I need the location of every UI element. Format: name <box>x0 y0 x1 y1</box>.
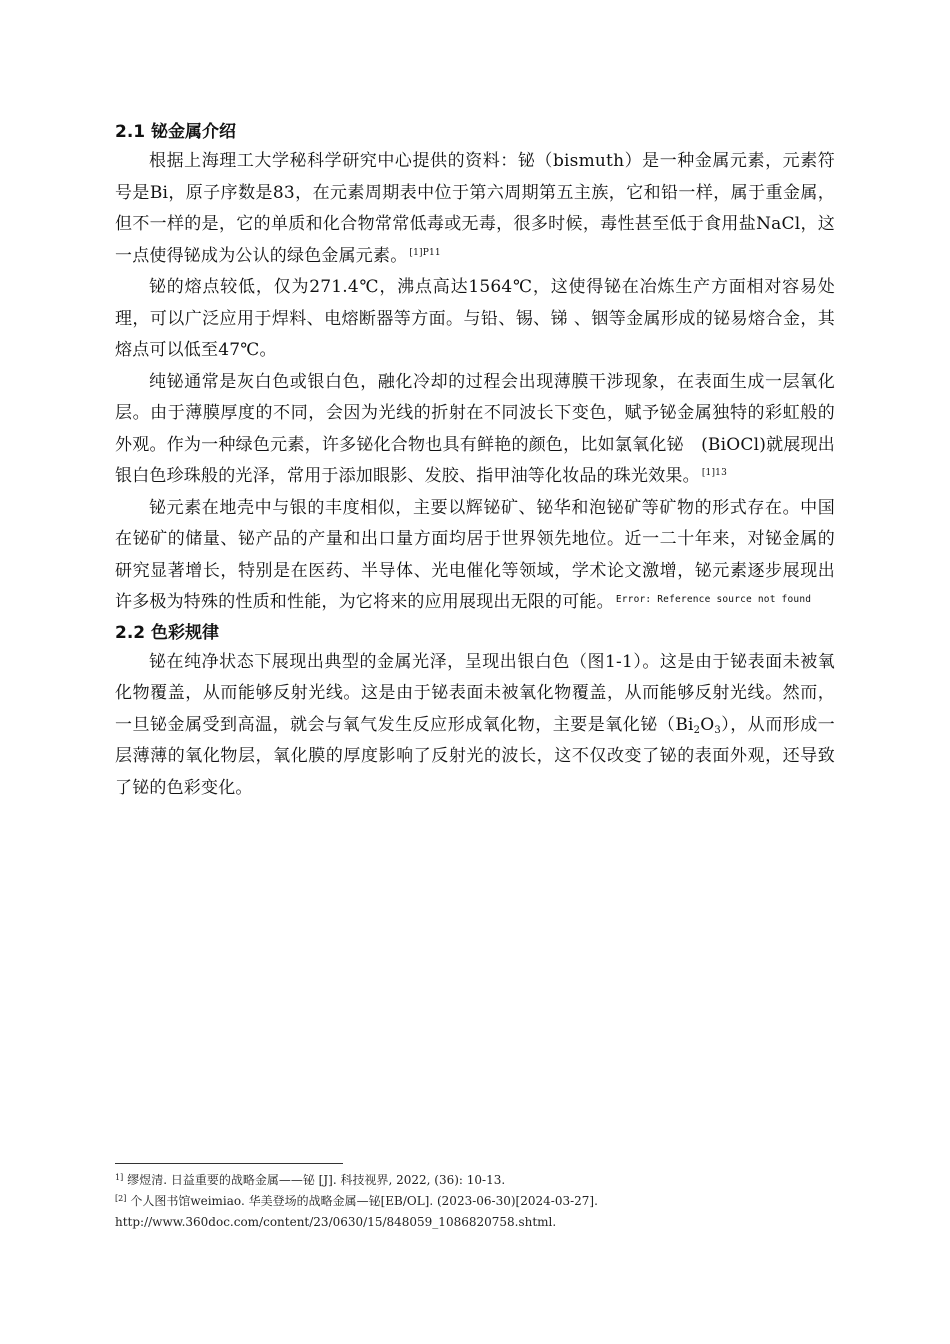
footnote-url[interactable]: http://www.360doc.com/content/23/0630/15/848059_1086820758.shtml. <box>115 1215 557 1229</box>
footnote-separator <box>115 1163 343 1164</box>
main-content <box>115 118 835 804</box>
footnotes <box>115 1170 835 1233</box>
reference-error: Error: Reference source not found <box>615 594 812 605</box>
footnote-1: $^{1]}$ 缪煜清. 日益重要的战略金属——铋 [J]. 科技视界, 2022, (36): 10-13. <box>115 1173 506 1187</box>
paragraph-definition: 根据上海理工大学秘科学研究中心提供的资料：铋（bismuth）是一种金属元素，元素符号是Bi，原子序数是83，在元素周期表中位于第六周期第五主族，它和铅一样，属于重金属，但不一样的是，它的单质和化合物常常低毒或无毒，很多时候，毒性甚至低于食用盐NaCl，这一点使得铋成为公认的绿色金属元素。 $^{[1]P11}$ <box>115 151 835 266</box>
paragraph-melting-point: 铋的熔点较低，仅为271.4℃，沸点高达1564℃，这使得铋在冶炼生产方面相对容易处理，可以广泛应用于焊料、电熔断器等方面。与铅、锡、锑 、铟等金属形成的铋易熔合金，其熔点可以低至47℃。 <box>115 277 835 360</box>
paragraph-occurrence: 铋元素在地壳中与银的丰度相似，主要以辉铋矿、铋华和泡铋矿等矿物的形式存在。中国在铋矿的储量、铋产品的产量和出口量方面均居于世界领先地位。近一二十年来，对铋金属的研究显著增长，特别是在医药、半导体、光电催化等领域，学术论文激增，铋元素逐步展现出许多极为特殊的性质和性能，为它将来的应用展现出无限的可能。 $^{Error: Reference source not found}$ <box>115 497 835 612</box>
citation-ref[interactable]: [1]13 <box>701 468 728 478</box>
section-heading-bismuth-intro: 2.1 铋金属介绍 <box>115 122 237 142</box>
footnote-2: [2] 个人图书馆weimiao. 华美登场的战略金属—铋[EB/OL]. (2023-06-30)[2024-03-27]. http://www.360doc.com/content/23/0630/15/848059_1086820758.shtml. <box>115 1191 835 1233</box>
paragraph-color: 铋在纯净状态下展现出典型的金属光泽，呈现出银白色（图1-1）。这是由于铋表面未被氧化物覆盖，从而能够反射光线。这是由于铋表面未被氧化物覆盖，从而能够反射光线。然而，一旦铋金属受到高温，就会与氧气发生反应形成氧化物，主要是氧化铋$(Bi_2O_3)$，从而形成一层薄薄的氧化物层，氧化膜的厚度影响了反射光的波长，这不仅改变了铋的表面外观，还导致了铋的色彩变化。 <box>115 651 835 798</box>
section-heading-color-rules: 2.2 色彩规律 <box>115 622 220 643</box>
paragraph-appearance: 纯铋通常是灰白色或银白色，融化冷却的过程会出现薄膜干涉现象，在表面生成一层氧化层。由于薄膜厚度的不同，会因为光线的折射在不同波长下变色，赋予铋金属独特的彩虹般的外观。作为一种绿色元素，许多铋化合物也具有鲜艳的颜色，比如氯氧化铋 (BiOCl)就展现出银白色珍珠般的光泽，常用于添加眼影、发胶、指甲油等化妆品的珠光效果。 $^{[1]13}$ <box>115 371 835 486</box>
citation-ref[interactable]: [1]P11 <box>409 247 441 258</box>
